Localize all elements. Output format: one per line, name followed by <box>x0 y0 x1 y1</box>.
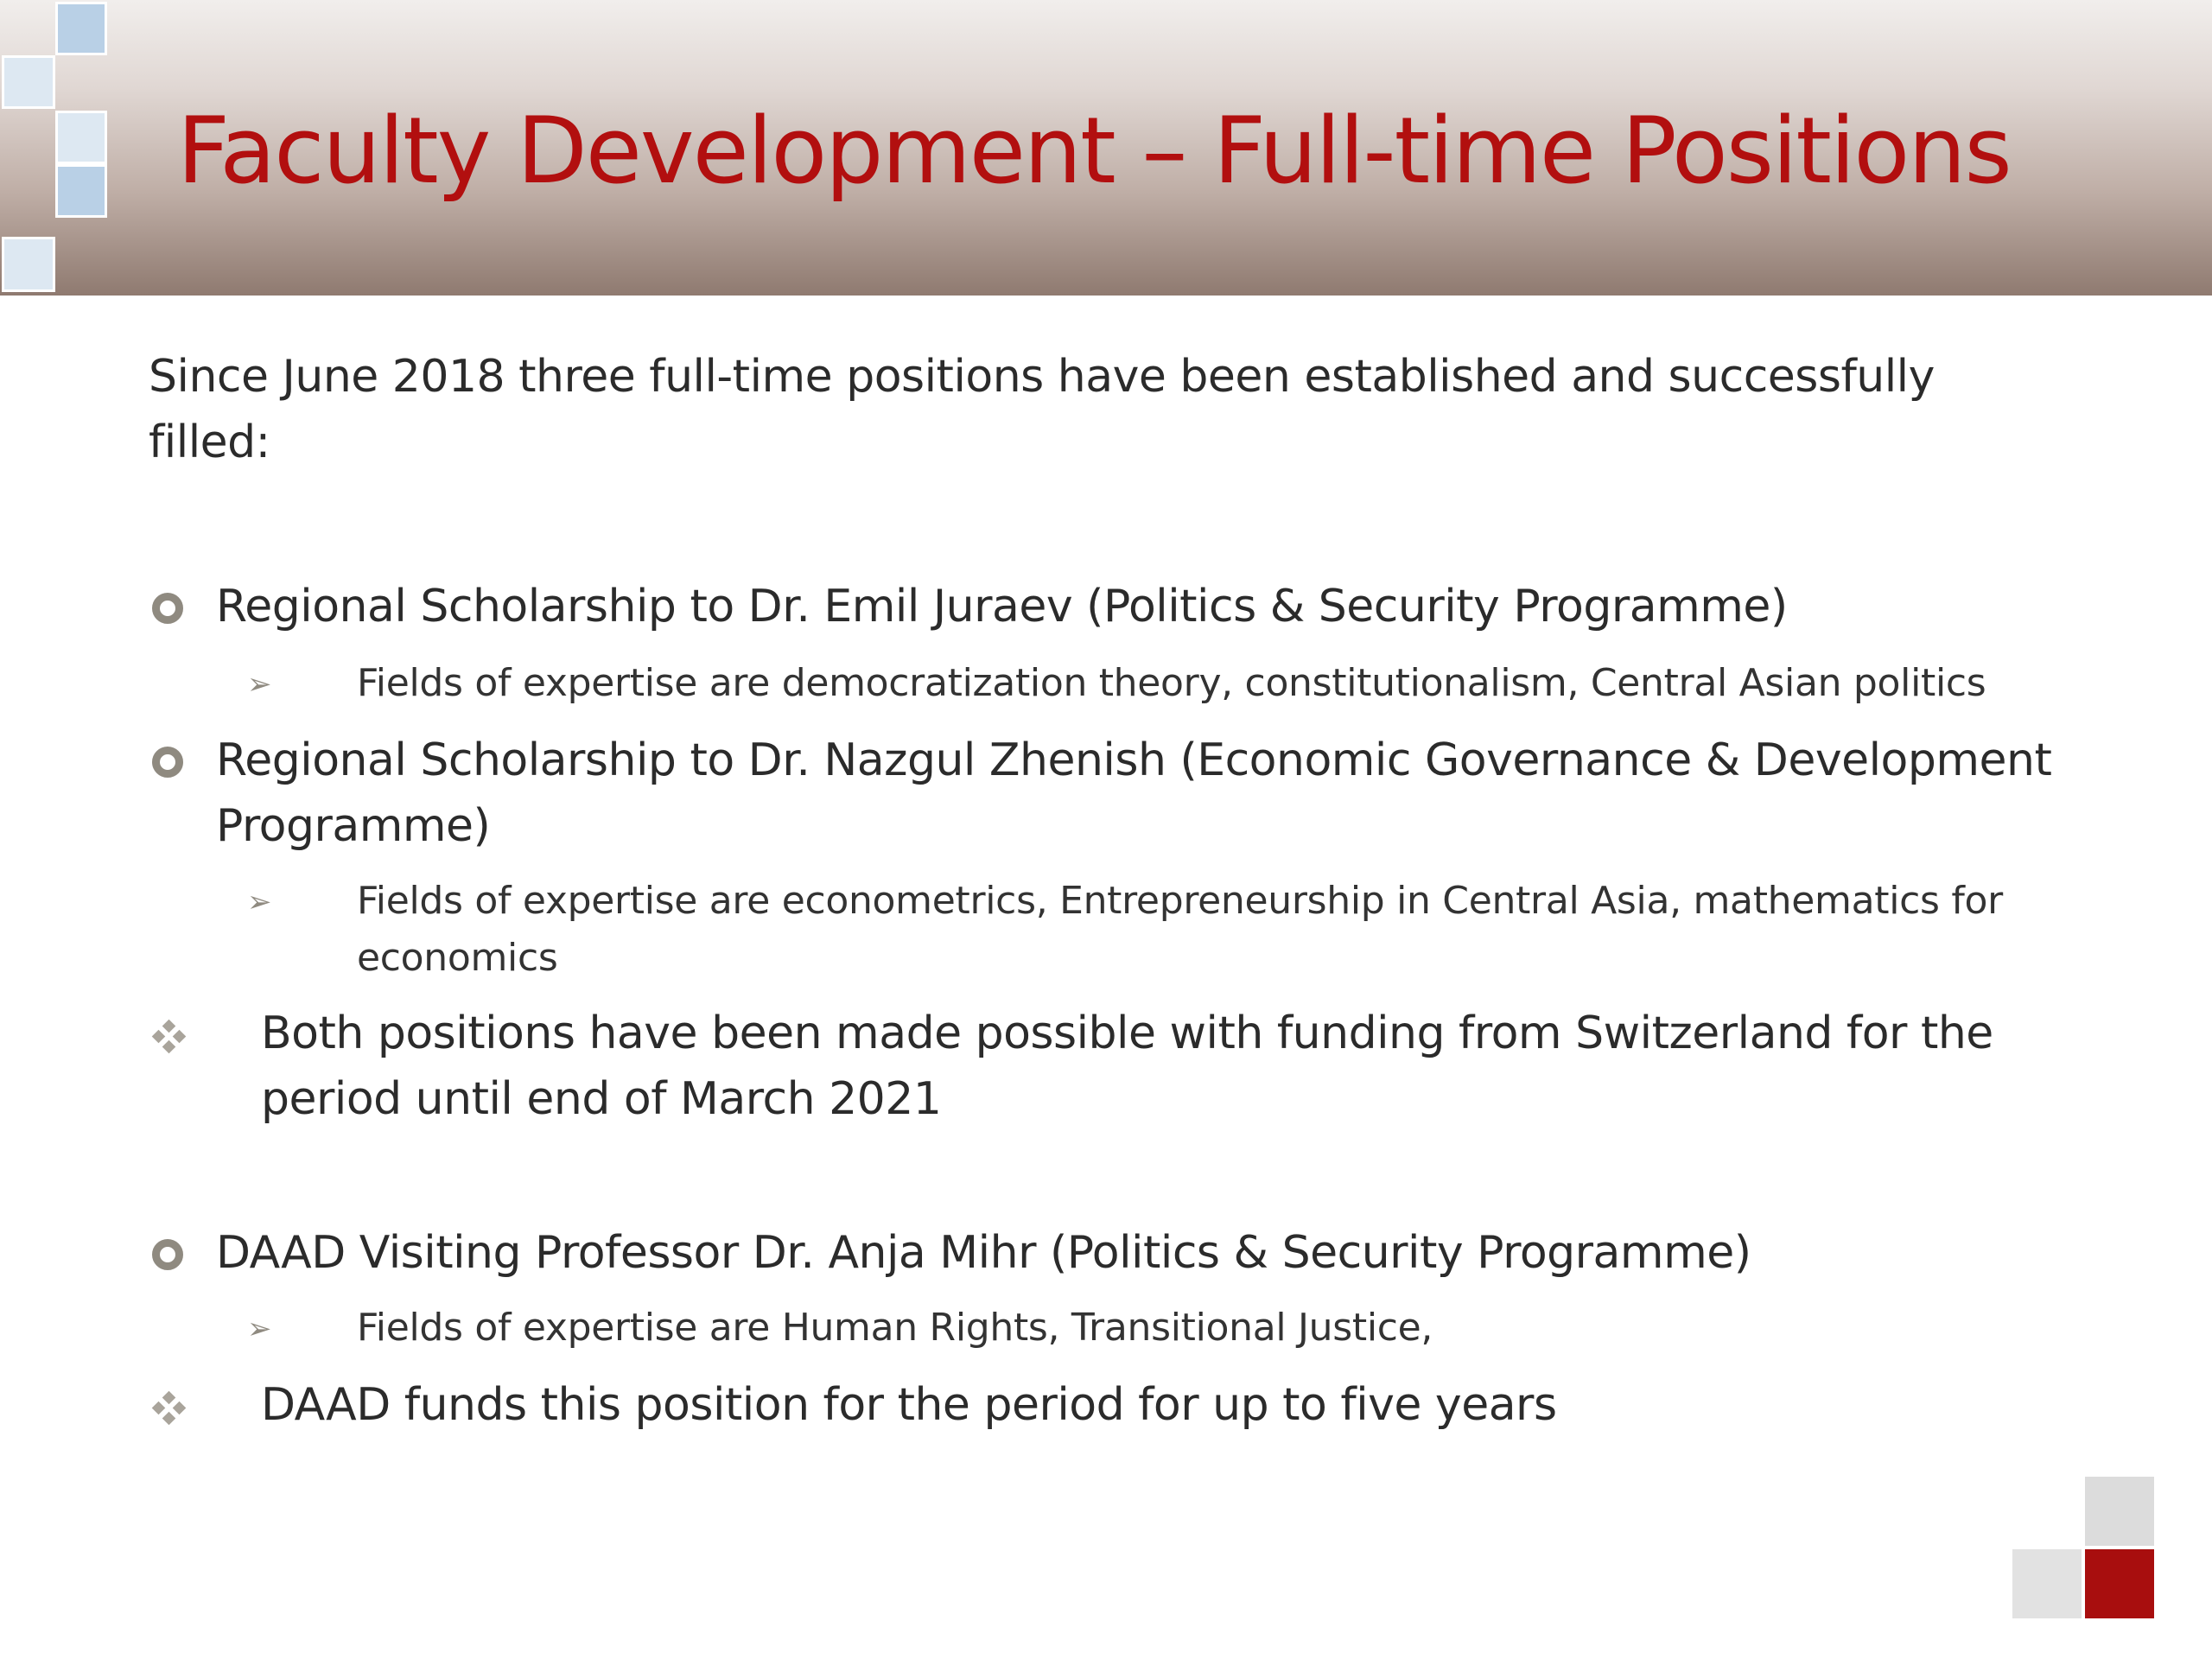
slide-title: Faculty Development – Full-time Positions <box>177 98 2011 204</box>
funding-note-daad: DAAD funds this position for the period for up to five years <box>261 1379 1557 1431</box>
ring-bullet-icon <box>152 747 183 778</box>
funding-note-switzerland: Both positions have been made possible with funding from Switzerland for the <box>261 1007 1993 1059</box>
arrow-bullet-icon: ➢ <box>247 1312 272 1346</box>
deco-square-red <box>2082 1547 2157 1621</box>
sub-item-zhenish-expertise: Fields of expertise are econometrics, Entrepreneurship in Central Asia, mathematics for <box>357 879 2003 923</box>
diamond-bullet-icon <box>152 1020 187 1054</box>
arrow-bullet-icon: ➢ <box>247 667 272 702</box>
list-item-juraev: Regional Scholarship to Dr. Emil Juraev (Politics & Security Programme) <box>216 581 1788 632</box>
deco-square <box>2082 1474 2157 1548</box>
ring-bullet-icon <box>152 593 183 624</box>
list-item-zhenish-continued: Programme) <box>216 800 491 852</box>
list-item-mihr: DAAD Visiting Professor Dr. Anja Mihr (Politics & Security Programme) <box>216 1227 1751 1279</box>
sub-item-mihr-expertise: Fields of expertise are Human Rights, Transitional Justice, <box>357 1306 1433 1350</box>
sub-item-zhenish-expertise-continued: economics <box>357 936 558 980</box>
intro-text: Since June 2018 three full-time positions have been established and successfully filled: <box>149 351 1935 468</box>
ring-bullet-icon <box>152 1239 183 1270</box>
list-item-zhenish: Regional Scholarship to Dr. Nazgul Zhenish (Economic Governance & Development <box>216 734 2052 786</box>
sub-item-juraev-expertise: Fields of expertise are democratization theory, constitutionalism, Central Asian politics <box>357 661 1986 705</box>
diamond-bullet-icon <box>152 1391 187 1426</box>
deco-square <box>2010 1547 2084 1621</box>
arrow-bullet-icon: ➢ <box>247 885 272 919</box>
funding-note-switzerland-continued: period until end of March 2021 <box>261 1073 942 1125</box>
